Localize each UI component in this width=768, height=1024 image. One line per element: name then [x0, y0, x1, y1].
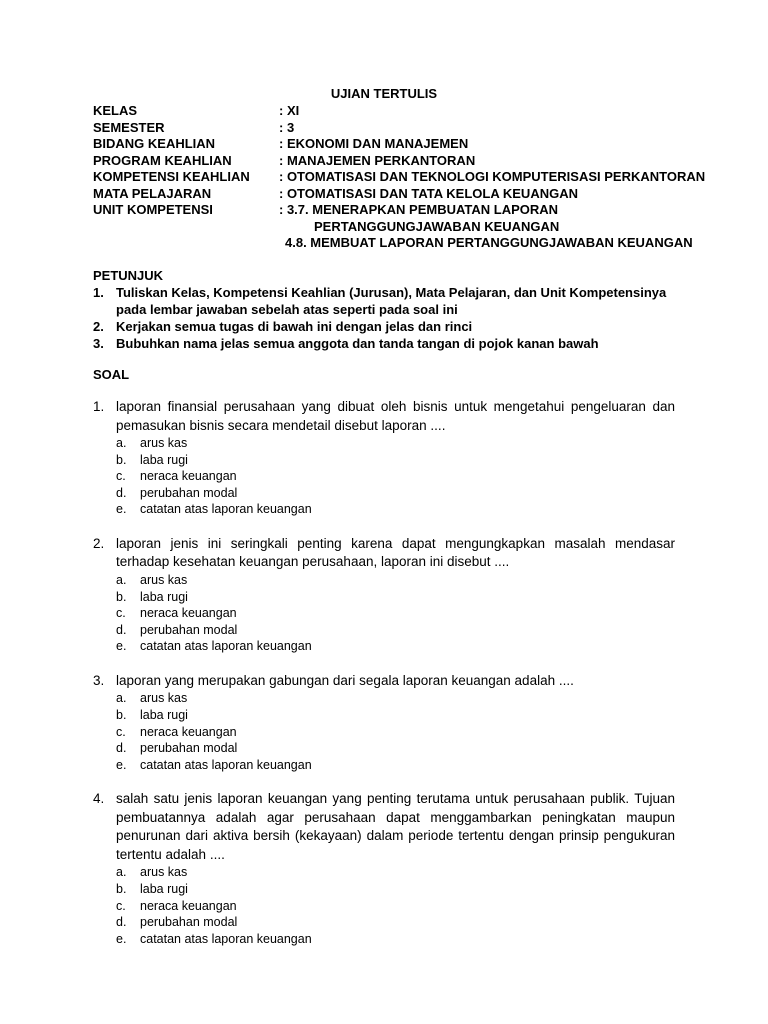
option-c: [116, 605, 675, 622]
instruction-number: 1.: [93, 285, 104, 300]
answer-options: [116, 690, 675, 773]
option-text: laba rugi: [140, 708, 188, 723]
option-text: arus kas: [140, 691, 188, 706]
instruction-number: 2.: [93, 319, 104, 334]
meta-value: : EKONOMI DAN MANAJEMEN: [279, 136, 469, 151]
meta-value: : OTOMATISASI DAN TATA KELOLA KEUANGAN: [279, 185, 578, 201]
option-text: neraca keuangan: [140, 898, 237, 913]
option-text: neraca keuangan: [140, 469, 237, 484]
question-text: salah satu jenis laporan keuangan yang penting terutama untuk perusahaan publik. Tujuan pembuatannya adalah agar perusahaan dapat menggambarkan peningkatan maupun penurunan dari aktiva bersih (kekayaan) dalam periode tertentu dengan prinsip pengukuran tertentu adalah ....: [116, 791, 675, 862]
option-c: [116, 468, 675, 485]
question-line: [93, 790, 675, 864]
instruction-item: [93, 318, 678, 335]
question-3: [93, 672, 675, 773]
option-letter: e.: [116, 502, 127, 517]
question-number: 2.: [93, 535, 105, 551]
meta-label: SEMESTER: [93, 119, 165, 135]
option-letter: d.: [116, 915, 127, 930]
option-text: neraca keuangan: [140, 606, 237, 621]
option-letter: b.: [116, 452, 127, 467]
meta-row-mata-pelajaran: [93, 186, 705, 203]
instruction-item: [93, 284, 678, 318]
option-c: [116, 898, 675, 915]
option-c: [116, 724, 675, 741]
meta-value: : 3: [279, 119, 295, 135]
meta-row-semester: [93, 120, 705, 137]
meta-label: UNIT KOMPETENSI: [93, 202, 213, 217]
page-title: UJIAN TERTULIS: [330, 86, 438, 101]
option-text: arus kas: [140, 572, 188, 587]
option-letter: d.: [116, 485, 127, 500]
question-number: 1.: [93, 399, 105, 414]
option-letter: c.: [116, 469, 126, 484]
instruction-text: Tuliskan Kelas, Kompetensi Keahlian (Jurusan), Mata Pelajaran, dan Unit Kompetensinya pada lembar jawaban sebelah atas seperti pada soal ini: [116, 285, 667, 317]
question-number: 4.: [93, 791, 105, 807]
option-d: [116, 622, 675, 639]
option-a: [116, 435, 675, 452]
meta-value: : MANAJEMEN PERKANTORAN: [279, 152, 476, 168]
option-a: [116, 572, 675, 589]
option-d: [116, 914, 675, 931]
unit-kompetensi-second: 4.8. MEMBUAT LAPORAN PERTANGGUNGJAWABAN KEUANGAN: [285, 235, 693, 250]
option-b: [116, 589, 675, 606]
option-letter: e.: [116, 639, 127, 654]
option-letter: c.: [116, 606, 126, 621]
instructions-section: [93, 267, 678, 352]
option-d: [116, 485, 675, 502]
question-text: laporan yang merupakan gabungan dari segala laporan keuangan adalah ....: [116, 672, 574, 688]
option-letter: b.: [116, 589, 127, 604]
questions-list: [93, 398, 675, 964]
option-a: [116, 690, 675, 707]
option-text: neraca keuangan: [140, 724, 237, 739]
instruction-text: Kerjakan semua tugas di bawah ini dengan jelas dan rinci: [116, 319, 473, 334]
option-letter: e.: [116, 931, 127, 946]
question-line: [93, 398, 675, 435]
option-letter: c.: [116, 898, 126, 913]
option-letter: a.: [116, 572, 127, 587]
option-b: [116, 707, 675, 724]
option-text: perubahan modal: [140, 622, 238, 637]
option-text: perubahan modal: [140, 915, 238, 930]
meta-label: BIDANG KEAHLIAN: [93, 136, 216, 151]
option-text: perubahan modal: [140, 485, 238, 500]
option-letter: d.: [116, 622, 127, 637]
option-e: [116, 501, 675, 518]
answer-options: [116, 572, 675, 655]
question-text: laporan jenis ini seringkali penting karena dapat mengungkapkan masalah mendasar terhadap kesehatan keuangan perusahaan, laporan ini disebut ....: [116, 535, 675, 570]
option-text: arus kas: [140, 436, 188, 450]
option-a: [116, 864, 675, 881]
option-letter: d.: [116, 741, 127, 756]
meta-label: PROGRAM KEAHLIAN: [93, 152, 232, 168]
meta-row-program-keahlian: [93, 153, 705, 170]
option-letter: a.: [116, 865, 127, 880]
question-4: [93, 790, 675, 947]
option-letter: b.: [116, 708, 127, 723]
option-e: [116, 757, 675, 774]
meta-row-unit-kompetensi: [93, 202, 705, 219]
instruction-item: [93, 335, 678, 352]
question-2: [93, 535, 675, 655]
instruction-number: 3.: [93, 336, 104, 351]
option-d: [116, 740, 675, 757]
option-e: [116, 638, 675, 655]
exam-metadata: [93, 103, 705, 252]
instructions-heading: PETUNJUK: [93, 268, 164, 283]
question-number: 3.: [93, 672, 105, 688]
option-text: laba rugi: [140, 882, 188, 896]
option-text: perubahan modal: [140, 741, 238, 756]
meta-row-kompetensi-keahlian: [93, 169, 705, 186]
question-line: [93, 535, 675, 572]
meta-row-kelas: [93, 103, 705, 120]
meta-label: KELAS: [93, 103, 138, 118]
option-text: catatan atas laporan keuangan: [140, 639, 312, 654]
question-text: laporan finansial perusahaan yang dibuat oleh bisnis untuk mengetahui pengeluaran dan pemasukan bisnis secara mendetail disebut laporan ....: [116, 399, 675, 433]
option-letter: c.: [116, 724, 126, 739]
option-text: laba rugi: [140, 589, 188, 604]
meta-row-bidang-keahlian: [93, 136, 705, 153]
answer-options: [116, 435, 675, 518]
unit-kompetensi-continuation: PERTANGGUNGJAWABAN KEUANGAN: [314, 218, 560, 234]
option-text: catatan atas laporan keuangan: [140, 502, 312, 517]
meta-value: : 3.7. MENERAPKAN PEMBUATAN LAPORAN: [279, 202, 559, 217]
meta-label: KOMPETENSI KEAHLIAN: [93, 169, 250, 184]
option-e: [116, 931, 675, 948]
option-letter: e.: [116, 757, 127, 772]
questions-heading: SOAL: [93, 367, 130, 382]
question-1: [93, 398, 675, 518]
option-text: catatan atas laporan keuangan: [140, 931, 312, 946]
option-letter: a.: [116, 691, 127, 706]
meta-value: : OTOMATISASI DAN TEKNOLOGI KOMPUTERISASI PERKANTORAN: [279, 169, 706, 184]
meta-label: MATA PELAJARAN: [93, 185, 212, 201]
option-text: arus kas: [140, 865, 188, 880]
option-letter: a.: [116, 436, 127, 450]
option-letter: b.: [116, 882, 127, 896]
meta-value: : XI: [279, 103, 300, 118]
option-b: [116, 881, 675, 898]
instruction-text: Bubuhkan nama jelas semua anggota dan tanda tangan di pojok kanan bawah: [116, 336, 599, 351]
option-text: catatan atas laporan keuangan: [140, 757, 312, 772]
option-b: [116, 452, 675, 469]
option-text: laba rugi: [140, 452, 188, 467]
answer-options: [116, 864, 675, 947]
question-line: [93, 672, 675, 691]
